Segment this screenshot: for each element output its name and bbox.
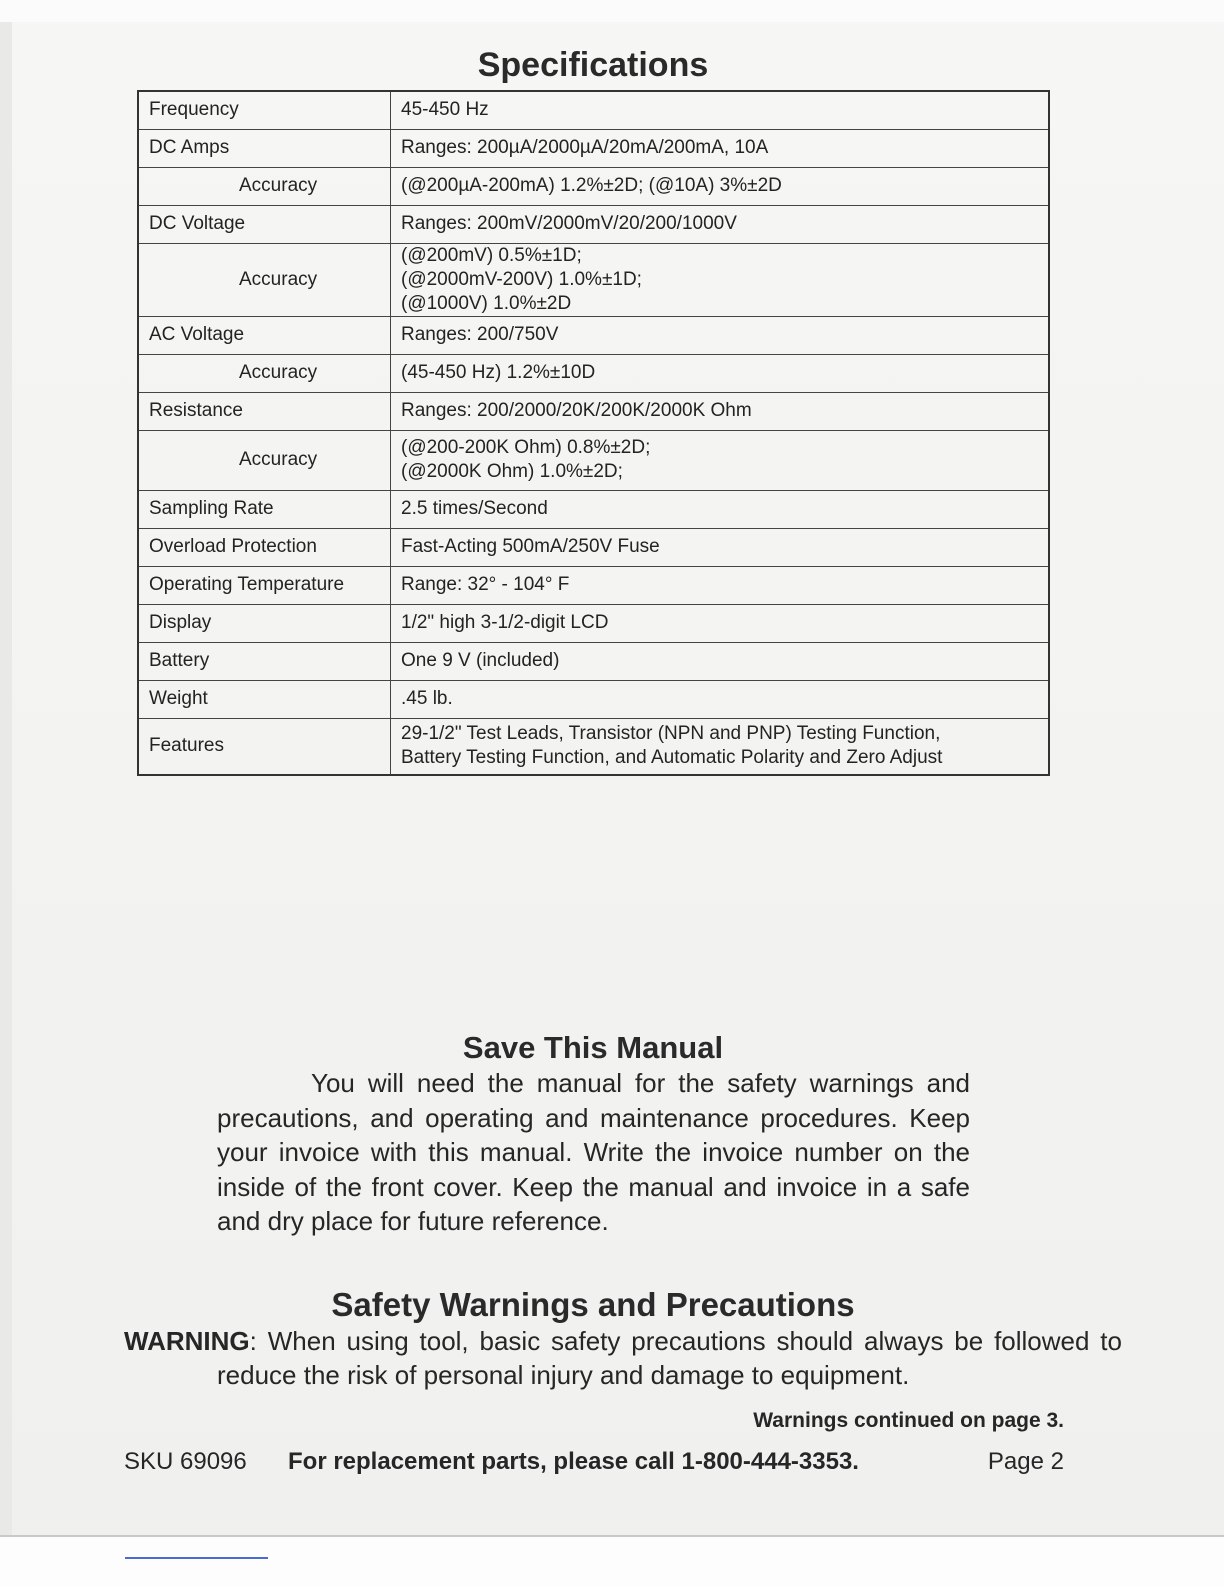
spec-row [138,528,1049,566]
spec-value [391,316,1050,354]
spec-row [138,604,1049,642]
spec-value [391,604,1050,642]
spec-value-line: 1/2" high 3-1/2-digit LCD [401,612,609,633]
spec-value [391,528,1050,566]
spec-value-line: 45-450 Hz [401,99,489,121]
spec-row [138,243,1049,316]
spec-row [138,129,1049,167]
spec-value [391,129,1050,167]
spec-row [138,642,1049,680]
spec-label: Battery [138,642,391,680]
spec-value-line: Ranges: 200µA/2000µA/20mA/200mA, 10A [401,137,769,158]
spec-label: Overload Protection [138,528,391,566]
spec-row [138,490,1049,528]
spec-value [391,243,1050,316]
page-footer [124,1448,1064,1482]
spec-row [138,680,1049,718]
spec-label: DC Amps [138,129,391,167]
footer-page-number: Page 2 [987,1448,1064,1475]
spec-value [391,167,1050,205]
spec-label: Accuracy [138,354,391,392]
spec-value-line: (@200mV) 0.5%±1D; [401,244,582,266]
spec-row [138,167,1049,205]
scan-top-margin [0,0,1224,22]
warning-paragraph [124,1324,1122,1392]
spec-value-line: .45 lb. [401,688,453,709]
spec-row [138,316,1049,354]
spec-value-line: Ranges: 200/2000/20K/200K/2000K Ohm [401,400,752,421]
spec-label: Weight [138,680,391,718]
scan-blue-mark [125,1557,268,1559]
warning-text: : When using tool, basic safety precautions should always be followed to reduce the risk of personal injury and damage to equipment. [217,1326,1122,1390]
spec-label: DC Voltage [138,205,391,243]
spec-value [391,642,1050,680]
spec-value-line: Ranges: 200/750V [401,324,559,345]
scan-bottom-margin [0,1535,1224,1586]
spec-value-line: Battery Testing Function, and Automatic Polarity and Zero Adjust [401,747,943,769]
spec-label: Accuracy [138,243,391,316]
spec-value [391,566,1050,604]
specifications-title: Specifications [477,46,709,84]
spec-value [391,680,1050,718]
spec-value [391,354,1050,392]
footer-sku: SKU 69096 [124,1448,247,1475]
save-manual-text: You will need the manual for the safety warnings and precautions, and operating and maintenance procedures. Keep your invoice with this manual. Write the invoice number on the inside of the front cover. Keep the manual and invoice in a safe and dry place for future reference. [217,1068,970,1236]
spec-value-line: Fast-Acting 500mA/250V Fuse [401,536,660,557]
spec-row [138,354,1049,392]
footer-replacement-parts: For replacement parts, please call 1-800-444-3353. [288,1448,859,1475]
spec-value-line: (45-450 Hz) 1.2%±10D [401,362,596,383]
spec-value [391,91,1050,129]
spec-row [138,566,1049,604]
spec-value [391,430,1050,490]
spec-value-line: One 9 V (included) [401,650,560,671]
spec-row [138,91,1049,129]
save-manual-title: Save This Manual [462,1030,724,1065]
spec-value-line: Ranges: 200mV/2000mV/20/200/1000V [401,213,737,234]
spec-value-line: 2.5 times/Second [401,498,548,519]
spec-value-line: (@1000V) 1.0%±2D [401,292,572,314]
spec-label: Accuracy [138,167,391,205]
spec-label: Sampling Rate [138,490,391,528]
spec-row [138,392,1049,430]
spec-value-line: (@2000mV-200V) 1.0%±1D; [401,268,642,290]
warnings-continued-note: Warnings continued on page 3. [753,1409,1064,1432]
spec-label: Frequency [138,91,391,129]
spec-label: AC Voltage [138,316,391,354]
spec-label: Operating Temperature [138,566,391,604]
warning-label: WARNING [124,1326,250,1356]
spec-value-line: Range: 32° - 104° F [401,574,570,595]
spec-label: Resistance [138,392,391,430]
spec-value [391,490,1050,528]
specifications-table [137,90,1050,776]
spec-label: Accuracy [138,430,391,490]
spec-label: Display [138,604,391,642]
spec-value [391,718,1050,775]
spec-row [138,718,1049,775]
spec-value [391,392,1050,430]
safety-warnings-title: Safety Warnings and Precautions [331,1286,855,1323]
spec-value-line: (@2000K Ohm) 1.0%±2D; [401,461,623,482]
spec-label: Features [138,718,391,775]
spec-row [138,205,1049,243]
spec-value-line: 29-1/2" Test Leads, Transistor (NPN and PNP) Testing Function, [401,723,941,745]
specifications-table-body [138,91,1049,775]
spec-value [391,205,1050,243]
spec-row [138,430,1049,490]
spec-value-line: (@200-200K Ohm) 0.8%±2D; [401,437,651,458]
spec-value-line: (@200µA-200mA) 1.2%±2D; (@10A) 3%±2D [401,175,782,196]
